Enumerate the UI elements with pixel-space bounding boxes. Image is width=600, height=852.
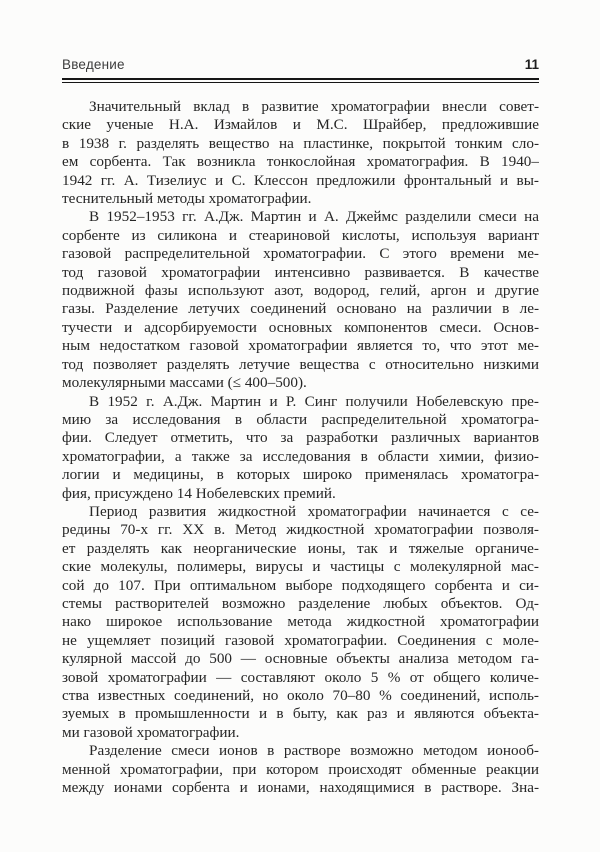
text-line: мию за исследования в области распределительной хроматогра- xyxy=(62,410,539,428)
text-line: подвижной фазы используют азот, водород, гелий, аргон и другие xyxy=(62,282,539,300)
paragraph xyxy=(62,98,539,208)
text-line: Период развития жидкостной хроматографии начинается с се- xyxy=(89,502,539,520)
text-line: стемы растворителей возможно разделение любых объектов. Од- xyxy=(62,594,539,612)
text-line: ет разделять как неорганические ионы, так и тяжелые органиче- xyxy=(62,539,539,557)
text-line: хроматографии, а также за исследования в области химии, физио- xyxy=(62,447,539,465)
text-line: зуемых в промышленности и в быту, как раз и являются объекта- xyxy=(62,705,539,723)
text-line: ми газовой хроматографии. xyxy=(62,723,240,741)
text-line: В 1952–1953 гг. А.Дж. Мартин и А. Джеймс разделили смеси на xyxy=(89,208,539,226)
body-text xyxy=(62,98,539,797)
text-line: газовой распределительной хроматографии. С этого времени ме- xyxy=(62,245,539,263)
text-line: тучести и адсорбируемости основных компонентов смеси. Основ- xyxy=(62,318,539,336)
text-line: логии и медицины, в которых широко применялась хроматогра- xyxy=(62,466,539,484)
text-line: зовой хроматографии — составляют около 5 % от общего количе- xyxy=(62,668,539,686)
text-line: сой до 107. При оптимальном выборе подходящего сорбента и си- xyxy=(62,576,539,594)
text-line: В 1952 г. А.Дж. Мартин и Р. Синг получили Нобелевскую пре- xyxy=(89,392,539,410)
text-line: 1942 гг. А. Тизелиус и С. Клессон предложили фронтальный и вы- xyxy=(62,171,539,189)
text-line: не ущемляет позиций газовой хроматографии. Соединения с моле- xyxy=(62,631,539,649)
paragraph xyxy=(62,208,539,392)
paragraph xyxy=(62,393,539,503)
text-line: ские ученые Н.А. Измайлов и М.С. Шрайбер, предложившие xyxy=(62,116,539,134)
text-line: редины 70-х гг. XX в. Метод жидкостной хроматографии позволя- xyxy=(62,521,539,539)
text-line: ем сорбента. Так возникла тонкослойная хроматография. В 1940– xyxy=(62,153,539,171)
running-title: Введение xyxy=(62,57,125,72)
text-line: менной хроматографии, при котором происходят обменные реакции xyxy=(62,760,539,778)
text-line: сорбенте из силикона и стеариновой кислоты, используя вариант xyxy=(62,226,539,244)
text-line: молекулярными массами (≤ 400–500). xyxy=(62,374,307,392)
text-line: кулярной массой до 500 — основные объекты анализа методом га- xyxy=(62,650,539,668)
text-line: нако широкое использование метода жидкостной хроматографии xyxy=(62,613,539,631)
text-line: тод газовой хроматографии интенсивно развивается. В качестве xyxy=(62,263,539,281)
paragraph xyxy=(62,742,539,797)
text-line: Разделение смеси ионов в растворе возможно методом ионооб- xyxy=(89,742,539,760)
text-line: тод позволяет разделять летучие вещества с относительно низкими xyxy=(62,355,539,373)
text-line: между ионами сорбента и ионами, находящимися в растворе. Зна- xyxy=(62,779,539,797)
text-line: теснительный методы хроматографии. xyxy=(62,190,312,208)
header-double-rule xyxy=(62,78,539,83)
paragraph xyxy=(62,503,539,742)
text-line: фия, присуждено 14 Нобелевских премий. xyxy=(62,484,336,502)
text-line: Значительный вклад в развитие хроматографии внесли совет- xyxy=(89,98,539,115)
page-header xyxy=(62,57,539,72)
text-line: ства известных соединений, но около 70–80 % соединений, исполь- xyxy=(62,687,539,704)
text-line: газы. Разделение летучих соединений основано на различии в ле- xyxy=(62,300,539,318)
text-line: ным недостатком газовой хроматографии является то, что этот ме- xyxy=(62,337,539,355)
text-line: фии. Следует отметить, что за разработки различных вариантов xyxy=(62,429,539,447)
text-line: в 1938 г. разделять вещество на пластинке, покрытой тонким сло- xyxy=(62,134,539,152)
text-line: ские молекулы, полимеры, вирусы и частицы с молекулярной мас- xyxy=(62,558,539,576)
page-number: 11 xyxy=(524,57,539,72)
